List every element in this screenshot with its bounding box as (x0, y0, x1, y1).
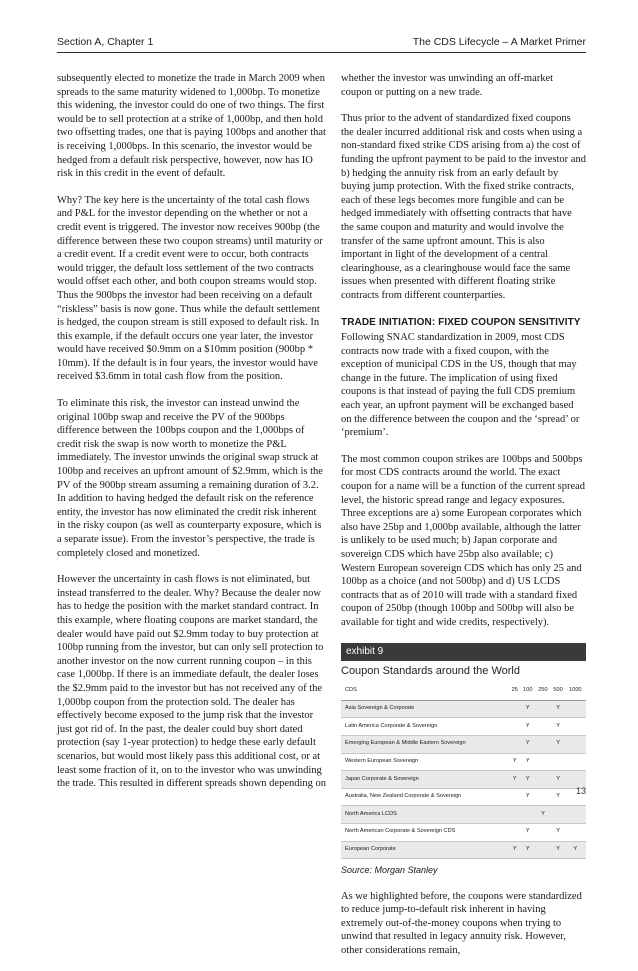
table-header-row (341, 681, 586, 700)
table-row (341, 823, 586, 841)
coupon-cell: Y (521, 788, 536, 806)
row-label-cell: Asia Sovereign & Corporate (341, 700, 510, 718)
coupon-cell: Y (510, 771, 521, 789)
row-label-cell: Emerging European & Middle Eastern Sovereign (341, 735, 510, 753)
table-row (341, 841, 586, 859)
coupon-cell (536, 735, 551, 753)
table-row (341, 806, 586, 824)
table-row (341, 771, 586, 789)
row-label-cell: European Corporate (341, 841, 510, 859)
document-title: The CDS Lifecycle – A Market Primer (412, 36, 586, 48)
table-row (341, 718, 586, 736)
coupon-cell: Y (521, 718, 536, 736)
page-header (0, 36, 638, 66)
coupon-cell (521, 806, 536, 824)
coupon-cell: Y (552, 771, 567, 789)
table-row (341, 753, 586, 771)
coupon-cell (510, 718, 521, 736)
table-body (341, 700, 586, 858)
coupon-cell: Y (510, 841, 521, 859)
exhibit-source: Source: Morgan Stanley (341, 865, 438, 876)
coupon-cell (536, 753, 551, 771)
row-label-cell: Latin America Corporate & Sovereign (341, 718, 510, 736)
row-label-cell: Australia, New Zealand Corporate & Sovereign (341, 788, 510, 806)
coupon-cell: Y (521, 823, 536, 841)
coupon-cell (510, 806, 521, 824)
coupon-cell (567, 823, 586, 841)
page-number: 13 (575, 786, 586, 796)
row-label-cell: Western European Sovereign (341, 753, 510, 771)
body-paragraph: Why? The key here is the uncertainty of the total cash flows and P&L for the investor depending on the whether or not a credit event is triggered. The investor now receives 900bp (the difference between these two coupon streams) until maturity or a credit event. If a credit event were to occur, both contracts would trigger, the default loss settlement of the two contracts would offset each other, and both coupon streams would stop. Thus the 900bps the investor had been receiving on a default “riskless” basis is now gone. Thus while the default settlement is hedged, the coupon stream is still exposed to default risk. In this example, if the default occurs one year later, the investor would have received $0.9mm on a $10mm position (900bp * 10mm). If the default is in four years, the investor would have received $3.6mm in total cash flow from the position. (57, 194, 323, 383)
table-row (341, 788, 586, 806)
coupon-cell: Y (552, 718, 567, 736)
coupon-cell (567, 806, 586, 824)
body-paragraph: The most common coupon strikes are 100bps and 500bps for most CDS contracts around the world. The exact coupon for a name will be a function of the current spread level, the historic spread range and legacy exposures. Three exceptions are a) some European corporates which also have 25bp and 1,000bp available, although the latter is unlikely to be used much; b) Japan corporate and sovereign CDS which have 25bp also available; c) Western European sovereign CDS which has only 25 and 100bp as a choice (and not 500bp) and d) US LCDS contracts that as of 2010 will trade with a standard fixed coupon of 250bp (though 100bp and 500bp will also be available for tight and wide credits, respectively). (341, 453, 586, 628)
exhibit-label: exhibit 9 (341, 643, 586, 661)
column-header: 250 (536, 681, 551, 700)
coupon-cell (536, 823, 551, 841)
body-paragraph: As we highlighted before, the coupons were standardized to reduce jump-to-default risk inherent in having extremely out-of-the-money coupons when trying to unwind that resulted in legacy annuity risk. However, other considerations remain, (341, 890, 582, 957)
column-header: 25 (510, 681, 521, 700)
exhibit-table-block (341, 643, 586, 878)
left-column (57, 72, 327, 804)
coupon-cell: Y (521, 841, 536, 859)
coupon-cell (536, 788, 551, 806)
body-paragraph: Following SNAC standardization in 2009, most CDS contracts now trade with a fixed coupon, with the exception of municipal CDS in the US, though that may change in the future. The implication of using fixed coupons is that instead of paying the full CDS premium each year, an upfront payment will be exchanged based on the difference between the coupon and the ‘spread’ or ‘premium’. (341, 332, 580, 439)
section-label: Section A, Chapter 1 (57, 36, 154, 48)
body-paragraph: whether the investor was unwinding an off-market coupon or putting on a new trade. (341, 73, 554, 98)
header-divider (57, 52, 586, 53)
row-label-cell: North American Corporate & Sovereign CDS (341, 823, 510, 841)
coupon-cell: Y (521, 700, 536, 718)
coupon-cell: Y (567, 841, 586, 859)
coupon-cell (536, 771, 551, 789)
column-header: 100 (521, 681, 536, 700)
coupon-cell: Y (552, 700, 567, 718)
body-paragraph: subsequently elected to monetize the trade in March 2009 when spreads to the same maturity widened to 1,000bp. To monetize this widening, the investor could do one of two things. The first would be to sell protection at a strike of 1,000bp, and then hold two offsetting trades, one that is paying 100bps and another that is receiving 1,000bps. In this scenario, the investor would be hedged from a default risk perspective, however, now has IO risk in this credit in the event of default. (57, 73, 326, 180)
row-label-cell: North America LCDS (341, 806, 510, 824)
table-row (341, 735, 586, 753)
body-paragraph: To eliminate this risk, the investor can instead unwind the original 100bp swap and receive the PV of the 900bps difference between the 100bps coupon and the 1,000bps of credit risk the swap is now worth to monetize the P&L immediately. The investor unwinds the original swap struck at 100bp and receives an upfront amount of $2.9mm, which is the PV of the 900bp stream assuming a remaining duration of 3.2. In addition to having hedged the default risk on the reference entity, the investor has now eliminated the credit risk inherent in the risky coupon (as well as counterparty exposure, which is a separate issue). From the investor’s perspective, the trade is completely closed and monetized. (57, 398, 323, 559)
coupon-cell (510, 788, 521, 806)
coupon-cell: Y (552, 823, 567, 841)
coupon-cell (510, 700, 521, 718)
column-header: CDS (341, 681, 510, 700)
coupon-cell (536, 718, 551, 736)
body-paragraph: Thus prior to the advent of standardized fixed coupons the dealer incurred additional risk and costs when using a non-standard fixed strike CDS arising from a) the cost of funding the upfront payment to be paid to the investor and b) hedging the annuity risk from an early default by buying jump protection. With the fixed strike contracts, each of these legs becomes more fungible and can be hedged immediately with offsetting contracts that have the same coupon and maturity and would involve the transfer of the same upfront amount. This is also important in light of the development of a central clearinghouse, as a clearinghouse would face the same issues when presented with different floating strike contracts from different counterparties. (341, 113, 586, 301)
coupon-cell: Y (521, 753, 536, 771)
coupon-cell (510, 735, 521, 753)
coupon-standards-table (341, 681, 586, 859)
coupon-cell: Y (552, 735, 567, 753)
coupon-cell: Y (521, 735, 536, 753)
section-subheading: TRADE INITIATION: FIXED COUPON SENSITIVITY (341, 316, 581, 328)
coupon-cell (567, 718, 586, 736)
coupon-cell (536, 841, 551, 859)
coupon-cell: Y (510, 753, 521, 771)
coupon-cell: Y (552, 788, 567, 806)
coupon-cell (567, 753, 586, 771)
exhibit-title: Coupon Standards around the World (341, 664, 520, 677)
coupon-cell (567, 735, 586, 753)
column-header: 1000 (567, 681, 586, 700)
row-label-cell: Japan Corporate & Sovereign (341, 771, 510, 789)
coupon-cell: Y (552, 841, 567, 859)
coupon-cell: Y (536, 806, 551, 824)
coupon-cell (552, 753, 567, 771)
coupon-cell: Y (521, 771, 536, 789)
coupon-cell (567, 700, 586, 718)
column-header: 500 (552, 681, 567, 700)
coupon-cell (536, 700, 551, 718)
right-column (341, 72, 586, 971)
coupon-cell (510, 823, 521, 841)
table-row (341, 700, 586, 718)
body-paragraph: However the uncertainty in cash flows is not eliminated, but instead transferred to the dealer. Why? Because the dealer now has to hedge the position with the market standard contract. In this example, where floating coupons are market standard, the dealer would have paid out $2.9mm today to buy protection at 100bp running from the investor, but can only sell protection to another investor on the now current running coupon – in this case 1,000bp. If there is an immediate default, the dealer loses the $2.9mm paid to the investor but has not received any of the 1,000bp coupon from the protection sold. The dealer has effectively become exposed to the jump risk that the investor just got rid of. In the past, the dealer could buy short dated protection (say 1-year protection) to hedge these early default scenarios, but would most likely pass this additional cost, or at least some fraction of it, on to the investor who was unwinding the trade. This resulted in different spreads shown depending on (57, 574, 327, 790)
coupon-cell (552, 806, 567, 824)
